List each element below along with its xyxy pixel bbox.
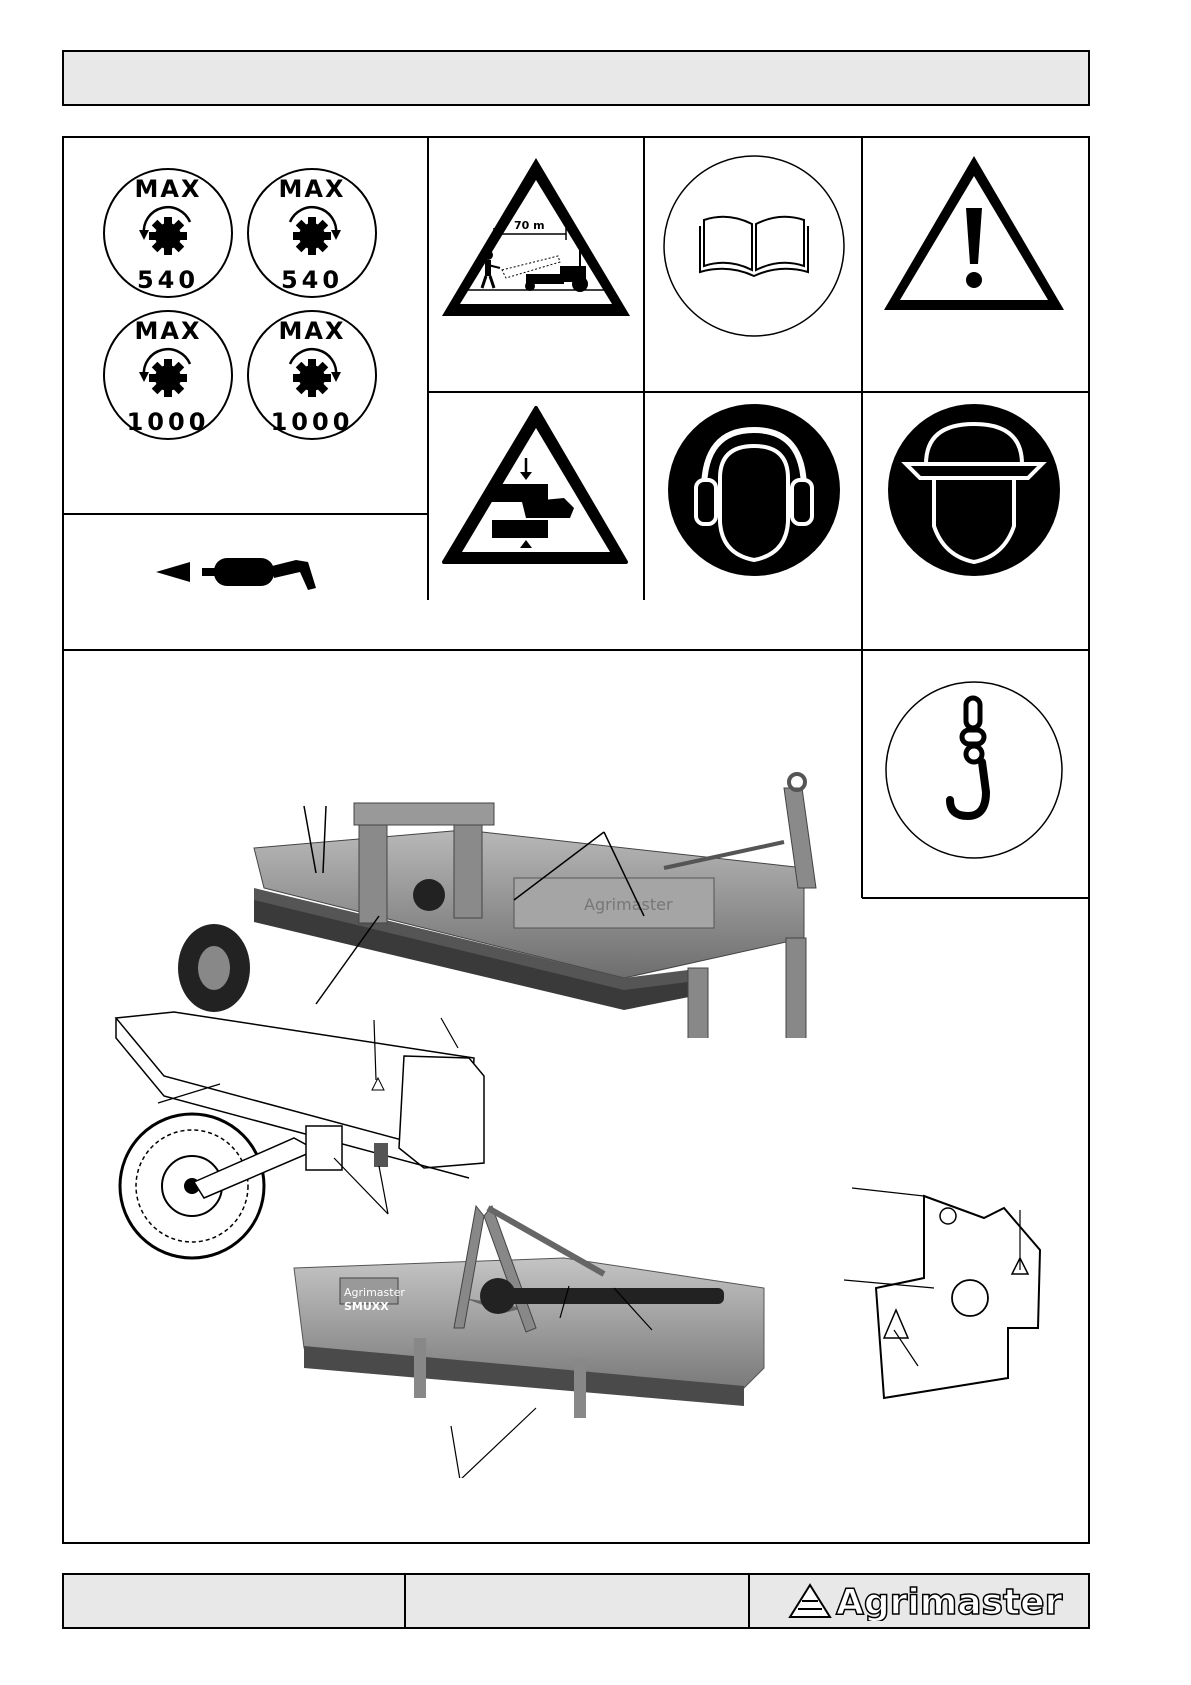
head-protection-icon xyxy=(864,394,1090,602)
mulcher-illustration xyxy=(104,638,874,1038)
dial-top-label: MAX xyxy=(278,317,346,345)
grease-point-icon xyxy=(64,516,430,652)
side-plate-drawing xyxy=(844,1178,1094,1418)
drawing-side-plate xyxy=(844,1178,1094,1418)
mulcher-front-illustration xyxy=(244,1178,784,1478)
mulcher-front-model: SMUXX xyxy=(344,1300,389,1313)
photo-mulcher-rear-view xyxy=(104,638,874,1038)
pto-dial-1000-ccw xyxy=(104,311,232,439)
dial-top-label: MAX xyxy=(134,175,202,203)
pto-dials xyxy=(64,138,430,516)
dial-bottom-label: 1000 xyxy=(126,408,210,436)
ear-protection-sign xyxy=(646,394,864,602)
dial-bottom-label: 540 xyxy=(136,266,200,294)
read-manual-icon xyxy=(646,138,864,394)
pto-dial-540-ccw xyxy=(104,169,232,297)
lifting-point-sign xyxy=(864,652,1090,900)
safety-decals-grid xyxy=(62,136,1090,1544)
dial-bottom-label: 1000 xyxy=(270,408,354,436)
exclamation-warning-icon xyxy=(864,138,1090,394)
mulcher-brand-text: Agrimaster xyxy=(584,895,673,914)
ear-protection-icon xyxy=(646,394,864,602)
dial-bottom-label: 540 xyxy=(280,266,344,294)
dial-top-label: MAX xyxy=(134,317,202,345)
grease-point-sign xyxy=(64,516,430,652)
footer-divider xyxy=(748,1575,750,1627)
general-warning-sign xyxy=(864,138,1090,394)
footer-divider xyxy=(404,1575,406,1627)
agrimaster-logo xyxy=(786,1581,1082,1621)
pto-dial-540-cw xyxy=(248,169,376,297)
header-bar xyxy=(62,50,1090,106)
crush-hazard-icon xyxy=(430,394,646,602)
distance-label: 70 m xyxy=(514,219,545,232)
pto-dial-1000-cw xyxy=(248,311,376,439)
pto-dials-panel xyxy=(64,138,430,516)
footer-bar xyxy=(62,1573,1090,1629)
keep-distance-icon xyxy=(430,138,646,394)
mulcher-front-brand: Agrimaster xyxy=(344,1286,405,1299)
dial-top-label: MAX xyxy=(278,175,346,203)
crush-hazard-sign xyxy=(430,394,646,602)
read-manual-sign xyxy=(646,138,864,394)
footer-brand-text: Agrimaster xyxy=(836,1582,1063,1621)
head-protection-sign xyxy=(864,394,1090,602)
photo-mulcher-front-view xyxy=(244,1178,784,1478)
lifting-hook-icon xyxy=(864,652,1090,900)
keep-distance-sign xyxy=(430,138,646,394)
